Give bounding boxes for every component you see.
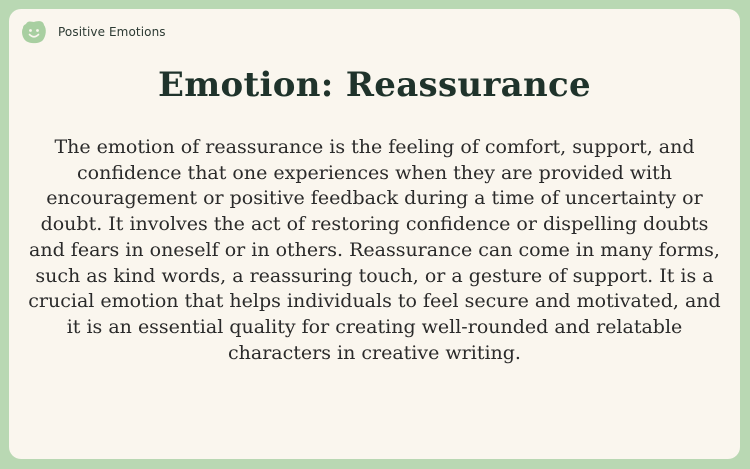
emotion-description: The emotion of reassurance is the feeling of comfort, support, and confidence that one experiences when they are provided with encouragement or positive feedback during a time of uncertainty or doubt. It involves the act of restoring confidence or dispelling doubts and fears in oneself or in others. Reassurance can come in many forms, such as kind words, a reassuring touch, or a gesture of support. It is a crucial emotion that helps individuals to feel secure and motivated, and it is an essential quality for creating well-rounded and relatable characters in creative writing. <box>28 136 721 364</box>
smiling-face-icon <box>21 19 47 45</box>
brand-name: Positive Emotions <box>58 25 166 39</box>
brand-header <box>21 19 166 45</box>
page-title: Emotion: Reassurance <box>158 65 591 105</box>
emotion-card <box>9 9 740 459</box>
